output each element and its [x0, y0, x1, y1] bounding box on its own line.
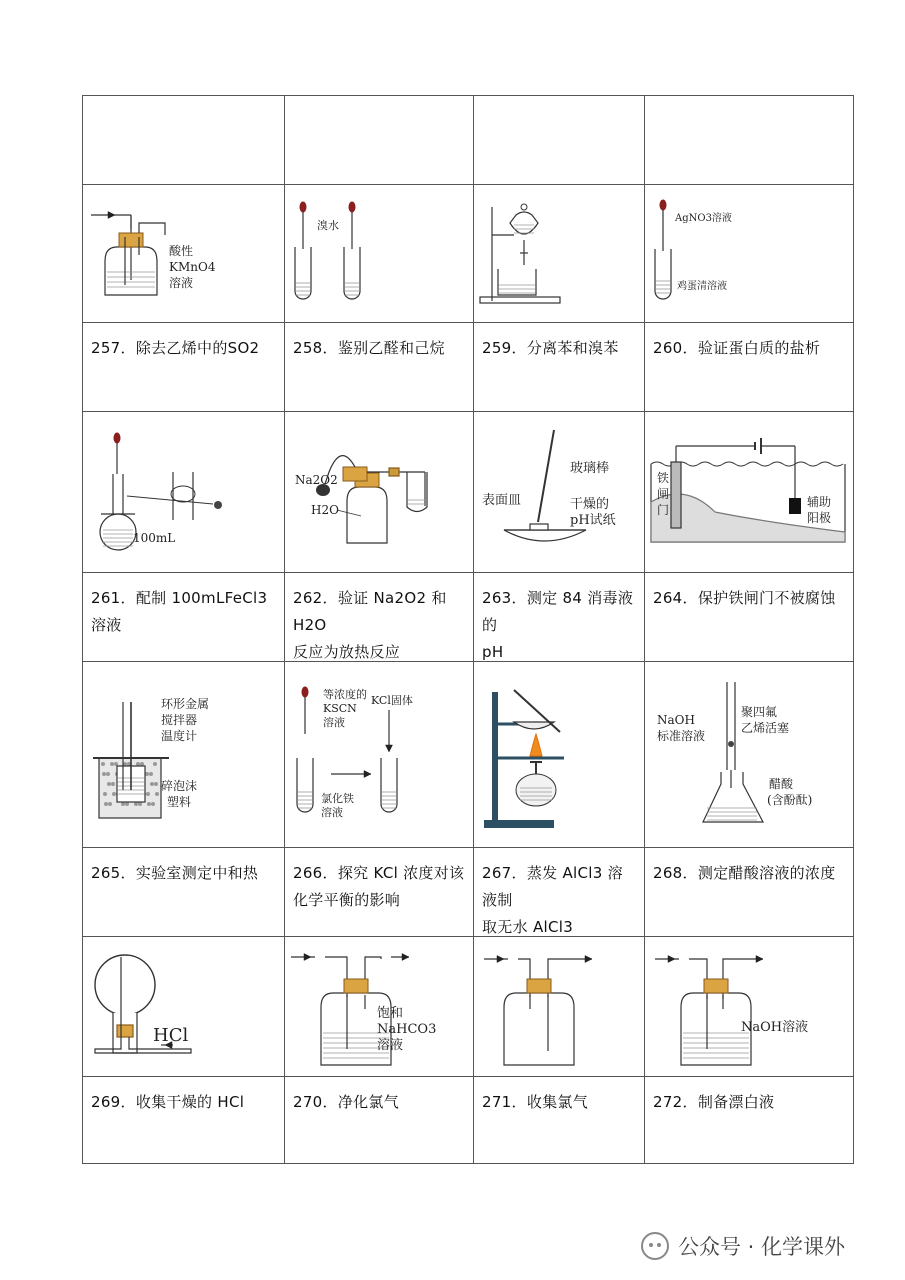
- figure-label: 溴水: [317, 219, 339, 232]
- apparatus-diagram: [474, 662, 645, 848]
- caption-cell: [285, 323, 474, 412]
- watermark: [640, 1228, 845, 1264]
- experiment-table: [82, 95, 854, 1164]
- apparatus-diagram: [285, 937, 474, 1077]
- figure-label: 干燥的: [570, 497, 610, 512]
- caption-cell: [285, 848, 474, 937]
- figure-label: KSCN: [323, 702, 357, 715]
- caption-cell: [83, 848, 285, 937]
- caption-line: 269．收集干燥的 HCl: [91, 1093, 245, 1111]
- apparatus-diagram: [645, 412, 854, 573]
- caption-line: 257．除去乙烯中的SO2: [91, 339, 260, 357]
- caption-cell: [645, 323, 854, 412]
- caption-line: 272．制备漂白液: [653, 1093, 775, 1111]
- apparatus-diagram: [83, 412, 285, 573]
- figure-cell: [474, 185, 645, 323]
- figure-label: 闸: [657, 487, 670, 501]
- figure-label: 鸡蛋清溶液: [677, 281, 727, 292]
- figure-label: 醋酸: [769, 777, 794, 791]
- caption-line: 259．分离苯和溴苯: [482, 339, 619, 357]
- figure-label: (含酚酞): [767, 793, 813, 807]
- caption-line: 265．实验室测定中和热: [91, 864, 259, 882]
- figure-label: NaHCO3: [377, 1022, 437, 1037]
- figure-label: 环形金属: [161, 697, 210, 711]
- caption-line: 取无水 AlCl3: [482, 918, 574, 936]
- figure-cell: [474, 412, 645, 573]
- caption-cell: [645, 573, 854, 662]
- figure-label: 玻璃棒: [570, 461, 610, 476]
- figure-label: NaOH溶液: [741, 1020, 809, 1035]
- caption-line: 263．测定 84 消毒液的: [482, 589, 634, 634]
- caption-cell: [83, 573, 285, 662]
- caption-cell: [83, 1077, 285, 1164]
- figure-label: 溶液: [169, 276, 194, 290]
- header-cell: [645, 96, 854, 185]
- figure-label: HCl: [153, 1025, 189, 1046]
- caption-line: 264．保护铁闸门不被腐蚀: [653, 589, 836, 607]
- figure-label: 氯化铁: [321, 792, 354, 805]
- figure-label: 乙烯活塞: [741, 721, 790, 735]
- figure-label: 标准溶液: [657, 729, 706, 743]
- figure-cell: [474, 937, 645, 1077]
- caption-line: pH: [482, 643, 504, 661]
- wechat-official-account-icon: [640, 1231, 670, 1261]
- caption-line: 261．配制 100mLFeCl3 溶液: [91, 589, 268, 634]
- figure-label: 聚四氟: [741, 705, 778, 719]
- figure-label: 100mL: [133, 531, 176, 545]
- figure-cell: [285, 662, 474, 848]
- apparatus-diagram: [83, 662, 285, 848]
- caption-cell: [474, 323, 645, 412]
- figure-cell: [645, 662, 854, 848]
- figure-label: 门: [657, 503, 670, 517]
- caption-line: 271．收集氯气: [482, 1093, 589, 1111]
- figure-label: 溶液: [321, 806, 343, 819]
- caption-cell: [474, 848, 645, 937]
- figure-label: 铁: [657, 471, 670, 485]
- apparatus-diagram: [474, 185, 645, 323]
- figure-label: KCl固体: [371, 694, 413, 707]
- figure-label: 等浓度的: [323, 688, 367, 701]
- apparatus-diagram: [645, 185, 854, 323]
- apparatus-diagram: [474, 937, 645, 1077]
- caption-line: 260．验证蛋白质的盐析: [653, 339, 821, 357]
- figure-cell: [83, 185, 285, 323]
- figure-cell: [645, 412, 854, 573]
- figure-label: AgNO3溶液: [675, 213, 732, 224]
- caption-line: 266．探究 KCl 浓度对该: [293, 864, 465, 882]
- caption-line: 270．净化氯气: [293, 1093, 400, 1111]
- figure-label: KMnO4: [169, 260, 216, 274]
- apparatus-diagram: [645, 937, 854, 1077]
- apparatus-diagram: [645, 662, 854, 848]
- figure-label: 饱和: [377, 1006, 404, 1021]
- figure-label: 阳极: [807, 511, 832, 525]
- caption-cell: [645, 848, 854, 937]
- figure-label: 酸性: [169, 244, 194, 258]
- figure-label: pH试纸: [570, 513, 616, 528]
- caption-cell: [474, 573, 645, 662]
- figure-label: H2O: [311, 503, 339, 517]
- caption-cell: [83, 323, 285, 412]
- figure-cell: [645, 937, 854, 1077]
- apparatus-diagram: [285, 185, 474, 323]
- caption-cell: [645, 1077, 854, 1164]
- figure-label: Na2O2: [295, 473, 338, 487]
- caption-line: 267．蒸发 AlCl3 溶液制: [482, 864, 623, 909]
- figure-cell: [83, 662, 285, 848]
- figure-label: 溶液: [377, 1038, 404, 1053]
- figure-cell: [83, 412, 285, 573]
- figure-cell: [285, 937, 474, 1077]
- figure-cell: [285, 185, 474, 323]
- caption-line: 258．鉴别乙醛和己烷: [293, 339, 445, 357]
- figure-label: NaOH: [657, 713, 695, 727]
- figure-label: 碎泡沫: [161, 779, 198, 793]
- caption-line: 262．验证 Na2O2 和 H2O: [293, 589, 447, 634]
- header-cell: [474, 96, 645, 185]
- figure-label: 塑料: [167, 795, 192, 809]
- header-cell: [285, 96, 474, 185]
- apparatus-diagram: [83, 937, 285, 1077]
- figure-label: 搅拌器: [161, 713, 198, 727]
- figure-label: 温度计: [161, 729, 198, 743]
- caption-line: 268．测定醋酸溶液的浓度: [653, 864, 836, 882]
- apparatus-diagram: [83, 185, 285, 323]
- watermark-text: 公众号 · 化学课外: [678, 1235, 846, 1259]
- apparatus-diagram: [285, 662, 474, 848]
- figure-cell: [474, 662, 645, 848]
- caption-line: 化学平衡的影响: [293, 891, 401, 909]
- apparatus-diagram: [474, 412, 645, 573]
- figure-cell: [83, 937, 285, 1077]
- figure-label: 溶液: [323, 716, 345, 729]
- caption-cell: [285, 1077, 474, 1164]
- figure-cell: [645, 185, 854, 323]
- figure-label: 表面皿: [482, 493, 522, 508]
- figure-label: 辅助: [807, 495, 832, 509]
- apparatus-diagram: [285, 412, 474, 573]
- header-cell: [83, 96, 285, 185]
- caption-line: 反应为放热反应: [293, 643, 401, 661]
- caption-cell: [474, 1077, 645, 1164]
- caption-cell: [285, 573, 474, 662]
- figure-cell: [285, 412, 474, 573]
